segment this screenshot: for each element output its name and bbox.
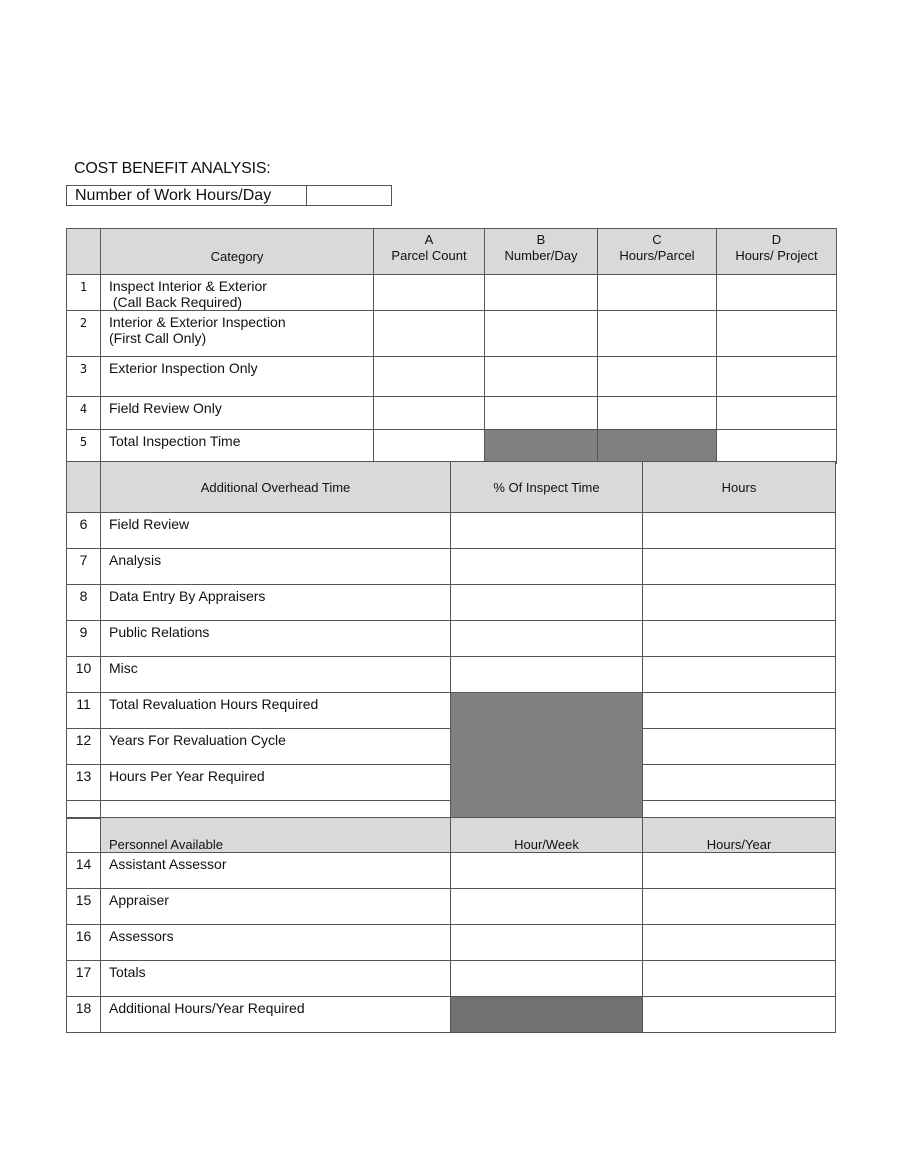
row-number: 16	[67, 925, 101, 961]
header-c: C Hours/Parcel	[598, 229, 717, 275]
input-cell[interactable]	[598, 397, 717, 430]
row-label: Field Review	[101, 513, 451, 549]
table-row	[67, 430, 837, 464]
blank-cell	[67, 801, 101, 819]
input-cell[interactable]	[374, 430, 485, 464]
input-cell[interactable]	[643, 925, 836, 961]
row-number: 3	[67, 357, 101, 397]
input-cell[interactable]	[485, 311, 598, 357]
table-row	[67, 997, 836, 1033]
input-cell[interactable]	[598, 357, 717, 397]
shaded-cell	[485, 430, 598, 464]
input-cell[interactable]	[374, 275, 485, 311]
row-number: 15	[67, 889, 101, 925]
input-cell[interactable]	[451, 549, 643, 585]
row-number: 6	[67, 513, 101, 549]
row-number: 8	[67, 585, 101, 621]
input-cell[interactable]	[643, 997, 836, 1033]
row-label: Analysis	[101, 549, 451, 585]
header-pct-inspect: % Of Inspect Time	[451, 462, 643, 513]
row-label: Field Review Only	[101, 397, 374, 430]
input-cell[interactable]	[643, 513, 836, 549]
table-row	[67, 397, 837, 430]
input-cell[interactable]	[374, 311, 485, 357]
input-cell[interactable]	[643, 961, 836, 997]
input-cell[interactable]	[643, 853, 836, 889]
work-hours-label: Number of Work Hours/Day	[75, 187, 272, 204]
header-hours: Hours	[643, 462, 836, 513]
table-row	[67, 311, 837, 357]
table-row	[67, 357, 837, 397]
input-cell[interactable]	[485, 397, 598, 430]
row-label: Additional Hours/Year Required	[101, 997, 451, 1033]
shaded-cell	[451, 997, 643, 1033]
header-a: A Parcel Count	[374, 229, 485, 275]
header-hour-week: Hour/Week	[451, 818, 643, 853]
row-label: Hours Per Year Required	[101, 765, 451, 801]
row-number: 5	[67, 430, 101, 464]
table-row	[67, 853, 836, 889]
input-cell[interactable]	[717, 311, 837, 357]
overhead-table	[66, 461, 836, 819]
row-number: 1	[67, 275, 101, 311]
input-cell[interactable]	[451, 853, 643, 889]
row-number: 2	[67, 311, 101, 357]
input-cell[interactable]	[485, 357, 598, 397]
table-row	[67, 549, 836, 585]
input-cell[interactable]	[643, 693, 836, 729]
input-cell[interactable]	[374, 397, 485, 430]
row-label: Public Relations	[101, 621, 451, 657]
table-row	[67, 275, 837, 311]
header-overhead: Additional Overhead Time	[101, 462, 451, 513]
table-row	[67, 925, 836, 961]
header-personnel: Personnel Available	[101, 818, 451, 853]
input-cell[interactable]	[451, 961, 643, 997]
input-cell[interactable]	[451, 925, 643, 961]
table-row	[67, 585, 836, 621]
input-cell[interactable]	[451, 513, 643, 549]
header-num-cell	[67, 462, 101, 513]
input-cell[interactable]	[643, 657, 836, 693]
row-label: Years For Revaluation Cycle	[101, 729, 451, 765]
header-num-cell	[67, 818, 101, 853]
row-number: 10	[67, 657, 101, 693]
input-cell[interactable]	[485, 275, 598, 311]
header-hours-year: Hours/Year	[643, 818, 836, 853]
row-label: Total Revaluation Hours Required	[101, 693, 451, 729]
row-label: Totals	[101, 961, 451, 997]
table-row	[67, 961, 836, 997]
input-cell[interactable]	[598, 275, 717, 311]
header-b: B Number/Day	[485, 229, 598, 275]
input-cell[interactable]	[717, 357, 837, 397]
table-row	[67, 513, 836, 549]
work-hours-row	[66, 185, 392, 206]
row-number: 4	[67, 397, 101, 430]
inspection-table	[66, 228, 837, 464]
input-cell[interactable]	[643, 889, 836, 925]
row-label: Total Inspection Time	[101, 430, 374, 464]
row-label: Misc	[101, 657, 451, 693]
input-cell[interactable]	[451, 889, 643, 925]
shaded-cell	[598, 430, 717, 464]
table-row	[67, 621, 836, 657]
row-number: 13	[67, 765, 101, 801]
blank-cell	[101, 801, 451, 819]
row-label: Exterior Inspection Only	[101, 357, 374, 397]
table-row	[67, 657, 836, 693]
row-number: 18	[67, 997, 101, 1033]
input-cell[interactable]	[643, 621, 836, 657]
shaded-cell	[451, 693, 643, 819]
input-cell[interactable]	[643, 549, 836, 585]
header-category: Category	[101, 229, 374, 275]
work-hours-input[interactable]	[307, 186, 391, 205]
row-number: 14	[67, 853, 101, 889]
input-cell[interactable]	[643, 765, 836, 801]
row-label: Data Entry By Appraisers	[101, 585, 451, 621]
input-cell[interactable]	[643, 729, 836, 765]
input-cell[interactable]	[451, 657, 643, 693]
input-cell[interactable]	[717, 430, 837, 464]
input-cell[interactable]	[717, 275, 837, 311]
header-num-cell	[67, 229, 101, 275]
table-row	[67, 693, 836, 729]
input-cell[interactable]	[451, 621, 643, 657]
row-number: 17	[67, 961, 101, 997]
header-d: D Hours/ Project	[717, 229, 837, 275]
input-cell[interactable]	[717, 397, 837, 430]
row-number: 9	[67, 621, 101, 657]
row-label: Assessors	[101, 925, 451, 961]
input-cell[interactable]	[598, 311, 717, 357]
personnel-table	[66, 817, 836, 1033]
row-label: Appraiser	[101, 889, 451, 925]
row-number: 11	[67, 693, 101, 729]
row-label: Assistant Assessor	[101, 853, 451, 889]
row-number: 7	[67, 549, 101, 585]
row-label: Inspect Interior & Exterior (Call Back Required)	[101, 275, 374, 311]
input-cell[interactable]	[643, 585, 836, 621]
row-label: Interior & Exterior Inspection (First Call Only)	[101, 311, 374, 357]
table-row	[67, 889, 836, 925]
page-title: COST BENEFIT ANALYSIS:	[74, 160, 271, 177]
input-cell[interactable]	[451, 585, 643, 621]
input-cell[interactable]	[374, 357, 485, 397]
blank-cell	[643, 801, 836, 819]
row-number: 12	[67, 729, 101, 765]
